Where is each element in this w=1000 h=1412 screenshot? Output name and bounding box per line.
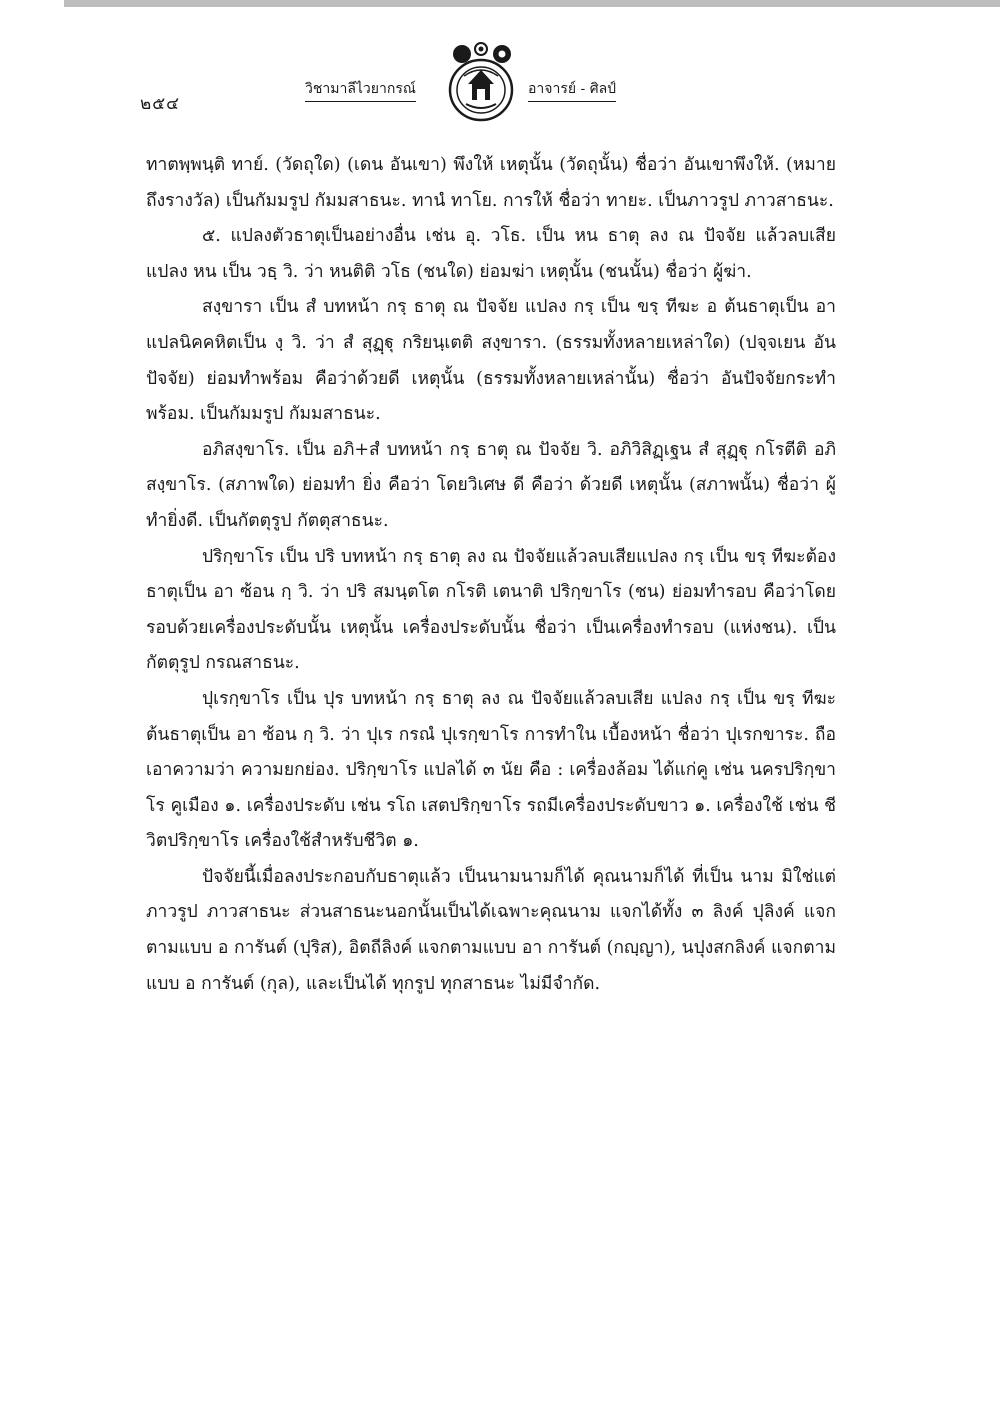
paragraph-6: ปุเรกฺขาโร เป็น ปุร บทหน้า กรฺ ธาตุ ลง ณ ปัจจัยแล้วลบเสีย แปลง กรฺ เป็น ขรฺ ทีฆะต้นธาตุเป็น อา ซ้อน กฺ วิ. ว่า ปุเร กรณํ ปุเรกฺขาโร การทำใน เบื้องหน้า ชื่อว่า ปุเรกขาระ. ถือเอาความว่า ความยกย่อง. ปริกฺขาโร แปลได้ ๓ นัย คือ : เครื่องล้อม ได้แก่คู เช่น นครปริกฺขาโร คูเมือง ๑. เครื่องประดับ เช่น รโถ เสตปริกฺขาโร รถมีเครื่องประดับขาว ๑. เครื่องใช้ เช่น ชีวิตปริกฺขาโร เครื่องใช้สำหรับชีวิต ๑. — [146, 688, 836, 852]
top-edge-rule — [64, 0, 1000, 7]
paragraph-4: อภิสงฺขาโร. เป็น อภิ+สํ บทหน้า กรฺ ธาตุ ณ ปัจจัย วิ. อภิวิสิฏฺเฐน สํ สุฏฺฐุ กโรตีติ อภิสงฺขาโร. (สภาพใด) ย่อมทำ ยิ่ง คือว่า โดยวิเศษ ดี คือว่า ด้วยดี เหตุนั้น (สภาพนั้น) ชื่อว่า ผู้ทำยิ่งดี. เป็นกัตตุรูป กัตตุสาธนะ. — [146, 439, 836, 531]
paragraph-1: ทาตพฺพนฺติ ทาย์. (วัดถุใด) (เดน อันเขา) พึงให้ เหตุนั้น (วัดถุนั้น) ชื่อว่า อันเขาพึงให้. (หมายถึงรางวัล) เป็นกัมมรูป กัมมสาธนะ. ทานํ ทาโย. การให้ ชื่อว่า ทายะ. เป็นภาวรูป ภาวสาธนะ. — [146, 155, 836, 211]
paragraph-5: ปริกฺขาโร เป็น ปริ บทหน้า กรฺ ธาตุ ลง ณ ปัจจัยแล้วลบเสียแปลง กรฺ เป็น ขรฺ ทีฆะต้องธาตุเป็น อา ซ้อน กฺ วิ. ว่า ปริ สมนฺตโต กโรติ เตนาติ ปริกฺขาโร (ชน) ย่อมทำรอบ คือว่าโดยรอบด้วยเครื่องประดับนั้น เหตุนั้น เครื่องประดับนั้น ชื่อว่า เป็นเครื่องทำรอบ (แห่งชน). เป็นกัตตุรูป กรณสาธนะ. — [146, 546, 836, 674]
paragraph-2: ๕. แปลงตัวธาตุเป็นอย่างอื่น เช่น อุ. วโธ. เป็น หน ธาตุ ลง ณ ปัจจัย แล้วลบเสีย แปลง หน เป็น วธฺ วิ. ว่า หนติติ วโธ (ชนใด) ย่อมฆ่า เหตุนั้น (ชนนั้น) ชื่อว่า ผู้ฆ่า. — [146, 226, 836, 282]
paragraph-7: ปัจจัยนี้เมื่อลงประกอบกับธาตุแล้ว เป็นนามนามก็ได้ คุณนามก็ได้ ที่เป็น นาม มิใช่แต่ภาวรูป ภาวสาธนะ ส่วนสาธนะนอกนั้นเป็นได้เฉพาะคุณนาม แจกได้ทั้ง ๓ ลิงค์ ปุลิงค์ แจกตามแบบ อ การันต์ (ปุริส), อิตถีลิงค์ แจกตามแบบ อา การันต์ (กญฺญา), นปุงสกลิงค์ แจกตามแบบ อ การันต์ (กุล), และเป็นได้ ทุกรูป ทุกสาธนะ ไม่มีจำกัด. — [146, 866, 836, 994]
author-name: อาจารย์ - ศิลป์ — [528, 78, 616, 102]
page-body — [146, 148, 836, 1002]
temple-seal-emblem — [436, 40, 526, 130]
page-header — [0, 40, 1000, 130]
paragraph-3: สงฺขารา เป็น สํ บทหน้า กรฺ ธาตุ ณ ปัจจัย แปลง กรฺ เป็น ขรฺ ทีฆะ อ ต้นธาตุเป็น อา แปลนิคคหิตเป็น งฺ วิ. ว่า สํ สุฏฺฐุ กริยนฺเตติ สงฺขารา. (ธรรมทั้งหลายเหล่าใด) (ปจฺจเยน อันปัจจัย) ย่อมทำพร้อม คือว่าด้วยดี เหตุนั้น (ธรรมทั้งหลายเหล่านั้น) ชื่อว่า อันปัจจัยกระทำพร้อม. เป็นกัมมรูป กัมมสาธนะ. — [146, 297, 836, 425]
book-title: วิชามาลีไวยากรณ์ — [305, 78, 416, 102]
page-number: ๒๕๔ — [140, 94, 180, 114]
